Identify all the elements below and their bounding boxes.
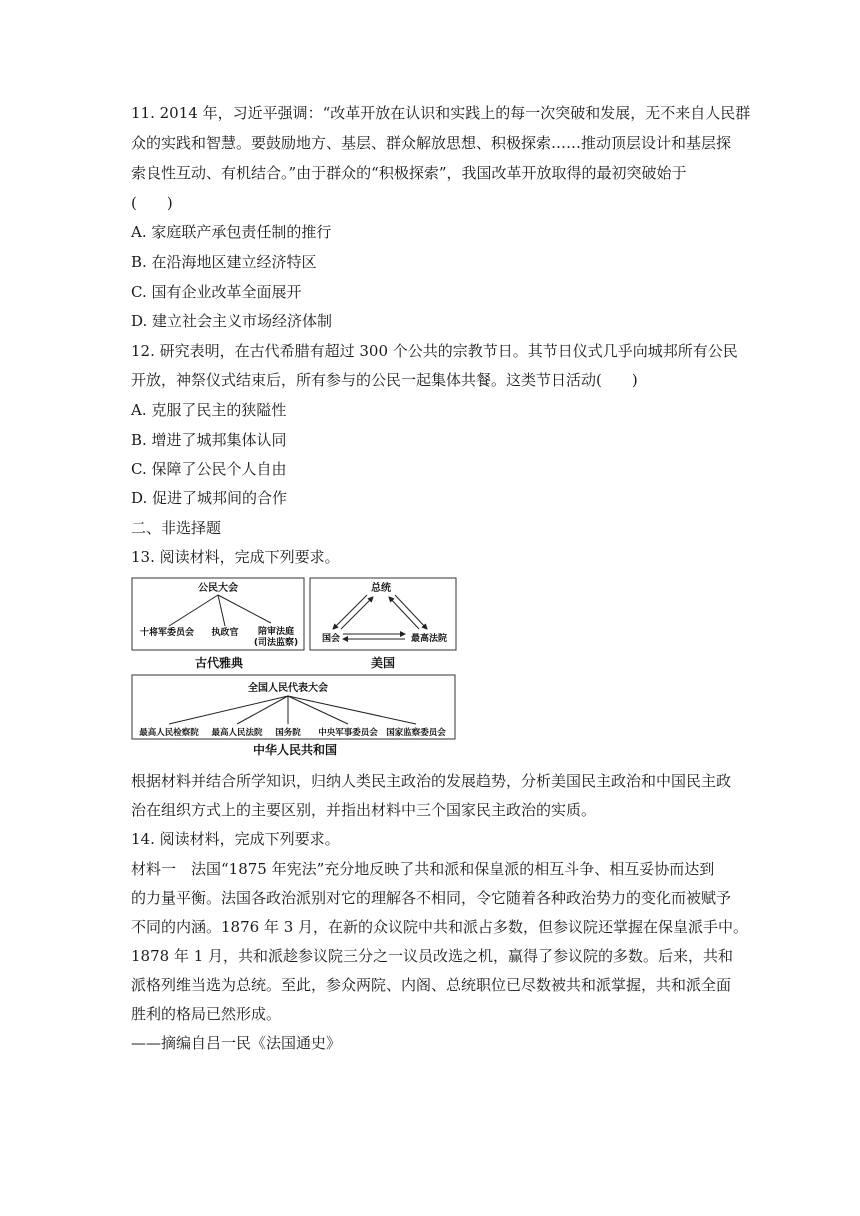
prc-caption: 中华人民共和国	[252, 743, 338, 757]
usa-diagram	[309, 577, 459, 676]
usa-arrow-court-president	[389, 597, 419, 629]
q14-material-line-1: 材料一 法国“1875 年宪法”充分地反映了共和派和保皇派的相互斗争、相互妥协而达到	[131, 860, 715, 878]
prc-line-5	[288, 696, 416, 724]
prc-line-4	[288, 696, 348, 724]
q11-line-2: 众的实践和智慧。要鼓励地方、基层、群众解放思想、积极探索……推动顶层设计和基层探	[131, 134, 732, 152]
q11-option-d: D. 建立社会主义市场经济体制	[131, 312, 333, 330]
athens-right-label-1: 陪审法庭	[257, 627, 295, 637]
q12-option-d: D. 促进了城邦间的合作	[131, 489, 288, 507]
athens-line-left	[169, 595, 218, 626]
q14-material-line-5: 派格列维当选为总统。至此，参众两院、内阁、总统职位已尽数被共和派掌握，共和派全面	[131, 976, 732, 994]
prc-branch-state-council: 国务院	[275, 728, 301, 738]
usa-left-label: 国会	[321, 634, 341, 644]
q12-option-a: A. 克服了民主的狭隘性	[131, 401, 287, 419]
q13-ask-line-1: 根据材料并结合所学知识，归纳人类民主政治的发展趋势，分析美国民主政治和中国民主政	[131, 772, 732, 790]
athens-caption: 古代雅典	[194, 656, 244, 670]
q12-line-2: 开放，神祭仪式结束后，所有参与的公民一起集体共餐。这类节日活动( )	[131, 371, 638, 389]
athens-right-label-2: (司法监察)	[253, 638, 299, 648]
q11-option-a: A. 家庭联产承包责任制的推行	[131, 223, 332, 241]
prc-branch-procuratorate: 最高人民检察院	[139, 728, 199, 738]
usa-diagram-svg	[309, 577, 459, 672]
q13-prompt: 13. 阅读材料，完成下列要求。	[131, 548, 340, 566]
q12-option-c: C. 保障了公民个人自由	[131, 460, 287, 478]
prc-diagram-svg	[131, 674, 458, 760]
usa-arrow-president-court	[395, 595, 427, 629]
q14-material-line-4: 1878 年 1 月，共和派趁参议院三分之一议员改选之机，赢得了参议院的多数。后来，共和	[131, 947, 734, 965]
usa-top-label: 总统	[371, 583, 391, 594]
athens-line-right	[218, 595, 271, 623]
q14-prompt: 14. 阅读材料，完成下列要求。	[131, 830, 340, 848]
usa-arrow-president-congress	[333, 595, 367, 629]
q12-option-b: B. 增进了城邦集体认同	[131, 431, 287, 449]
usa-caption: 美国	[370, 656, 396, 670]
athens-mid-label: 执政官	[211, 628, 239, 638]
q13-ask-line-2: 治在组织方式上的主要区别，并指出材料中三个国家民主政治的实质。	[131, 801, 597, 819]
prc-diagram	[131, 674, 458, 764]
prc-line-1	[169, 696, 288, 724]
prc-branch-supervisory-commission: 国家监察委员会	[386, 728, 446, 738]
prc-branch-military-commission: 中央军事委员会	[318, 728, 378, 738]
athens-left-label: 十将军委员会	[139, 628, 195, 638]
q11-option-c: C. 国有企业改革全面展开	[131, 283, 302, 301]
athens-line-mid	[218, 595, 225, 626]
q14-material-line-3: 不同的内涵。1876 年 3 月，在新的众议院中共和派占多数，但参议院还掌握在保皇派手中。	[131, 918, 749, 936]
section-heading-non-choice: 二、非选择题	[131, 519, 222, 537]
q11-answer-bracket: ( )	[131, 194, 173, 212]
usa-right-label: 最高法院	[410, 634, 448, 644]
q14-material-line-2: 的力量平衡。法国各政治派别对它的理解各不相同，令它随着各种政治势力的变化而被赋予	[131, 889, 732, 907]
q12-line-1: 12. 研究表明，在古代希腊有超过 300 个公共的宗教节日。其节日仪式几乎向城邦所有公民	[131, 342, 738, 360]
q11-line-1: 11. 2014 年，习近平强调：“改革开放在认识和实践上的每一次突破和发展，无不来自人民群	[131, 104, 751, 122]
prc-branch-court: 最高人民法院	[211, 728, 263, 738]
q14-source: ——摘编自吕一民《法国通史》	[131, 1034, 342, 1052]
prc-top-label: 全国人民代表大会	[248, 683, 328, 694]
q11-line-3: 索良性互动、有机结合。”由于群众的“积极探索”，我国改革开放取得的最初突破始于	[131, 164, 687, 182]
usa-arrow-congress-president	[341, 597, 373, 629]
q11-option-b: B. 在沿海地区建立经济特区	[131, 253, 317, 271]
athens-diagram-svg	[131, 577, 306, 672]
q14-material-line-6: 胜利的格局已然形成。	[131, 1005, 282, 1023]
prc-line-2	[237, 696, 288, 724]
athens-diagram	[131, 577, 306, 676]
athens-top-label: 公民大会	[198, 583, 238, 594]
